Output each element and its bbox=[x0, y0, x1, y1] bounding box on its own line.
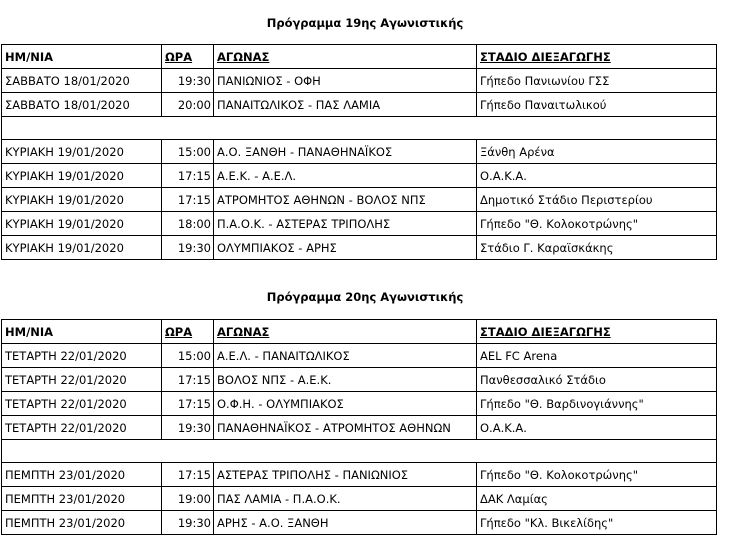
match-date: ΠΕΜΠΤΗ 23/01/2020 bbox=[2, 511, 162, 535]
match-date: ΚΥΡΙΑΚΗ 19/01/2020 bbox=[2, 236, 162, 260]
match-teams: ΑΤΡΟΜΗΤΟΣ ΑΘΗΝΩΝ - ΒΟΛΟΣ ΝΠΣ bbox=[214, 188, 477, 212]
match-venue: Ξάνθη Αρένα bbox=[477, 140, 717, 164]
header-row bbox=[2, 45, 717, 69]
match-date: ΚΥΡΙΑΚΗ 19/01/2020 bbox=[2, 188, 162, 212]
match-time: 19:00 bbox=[162, 487, 214, 511]
table-row bbox=[2, 368, 717, 392]
match-teams: ΒΟΛΟΣ ΝΠΣ - Α.Ε.Κ. bbox=[214, 368, 477, 392]
spacer-row bbox=[2, 117, 717, 140]
match-time: 15:00 bbox=[162, 344, 214, 368]
table-row bbox=[2, 93, 717, 117]
match-teams: ΑΡΗΣ - Α.Ο. ΞΑΝΘΗ bbox=[214, 511, 477, 535]
table-row bbox=[2, 140, 717, 164]
match-teams: ΠΑΝΑΘΗΝΑΪΚΟΣ - ΑΤΡΟΜΗΤΟΣ ΑΘΗΝΩΝ bbox=[214, 416, 477, 440]
match-venue: Πανθεσσαλικό Στάδιο bbox=[477, 368, 717, 392]
match-teams: ΠΑΝΑΙΤΩΛΙΚΟΣ - ΠΑΣ ΛΑΜΙΑ bbox=[214, 93, 477, 117]
match-teams: Α.Ε.Κ. - Α.Ε.Λ. bbox=[214, 164, 477, 188]
match-venue: Γήπεδο "Θ. Βαρδινογιάννης" bbox=[477, 392, 717, 416]
round19-table bbox=[1, 44, 717, 260]
match-teams: Α.Ο. ΞΑΝΘΗ - ΠΑΝΑΘΗΝΑΪΚΟΣ bbox=[214, 140, 477, 164]
match-teams: ΠΑΣ ΛΑΜΙΑ - Π.Α.Ο.Κ. bbox=[214, 487, 477, 511]
header-match: ΑΓΩΝΑΣ bbox=[214, 45, 477, 69]
match-time: 17:15 bbox=[162, 188, 214, 212]
table-row bbox=[2, 463, 717, 487]
match-time: 17:15 bbox=[162, 368, 214, 392]
match-venue: AEL FC Arena bbox=[477, 344, 717, 368]
match-teams: Ο.Φ.Η. - ΟΛΥΜΠΙΑΚΟΣ bbox=[214, 392, 477, 416]
match-date: ΚΥΡΙΑΚΗ 19/01/2020 bbox=[2, 212, 162, 236]
header-venue: ΣΤΑΔΙΟ ΔΙΕΞΑΓΩΓΗΣ bbox=[477, 320, 717, 344]
match-time: 19:30 bbox=[162, 511, 214, 535]
match-venue: Γήπεδο "Θ. Κολοκοτρώνης" bbox=[477, 212, 717, 236]
match-teams: Α.Ε.Λ. - ΠΑΝΑΙΤΩΛΙΚΟΣ bbox=[214, 344, 477, 368]
header-time: ΩΡΑ bbox=[162, 320, 214, 344]
match-date: ΣΑΒΒΑΤΟ 18/01/2020 bbox=[2, 93, 162, 117]
table-row bbox=[2, 344, 717, 368]
match-time: 15:00 bbox=[162, 140, 214, 164]
header-match: ΑΓΩΝΑΣ bbox=[214, 320, 477, 344]
match-date: ΚΥΡΙΑΚΗ 19/01/2020 bbox=[2, 164, 162, 188]
table-row bbox=[2, 511, 717, 535]
match-teams: ΟΛΥΜΠΙΑΚΟΣ - ΑΡΗΣ bbox=[214, 236, 477, 260]
match-date: ΣΑΒΒΑΤΟ 18/01/2020 bbox=[2, 69, 162, 93]
round20-table bbox=[1, 319, 717, 535]
match-venue: Γήπεδο "Θ. Κολοκοτρώνης" bbox=[477, 463, 717, 487]
match-time: 19:30 bbox=[162, 69, 214, 93]
match-teams: ΠΑΝΙΩΝΙΟΣ - ΟΦΗ bbox=[214, 69, 477, 93]
header-date: ΗΜ/ΝΙΑ bbox=[2, 320, 162, 344]
match-date: ΚΥΡΙΑΚΗ 19/01/2020 bbox=[2, 140, 162, 164]
match-teams: Π.Α.Ο.Κ. - ΑΣΤΕΡΑΣ ΤΡΙΠΟΛΗΣ bbox=[214, 212, 477, 236]
round19-title: Πρόγραμμα 19ης Αγωνιστικής bbox=[266, 16, 464, 30]
table-row bbox=[2, 487, 717, 511]
table-row bbox=[2, 416, 717, 440]
round20-title: Πρόγραμμα 20ης Αγωνιστικής bbox=[266, 290, 464, 304]
match-date: ΠΕΜΠΤΗ 23/01/2020 bbox=[2, 463, 162, 487]
match-time: 19:30 bbox=[162, 236, 214, 260]
match-venue: Γήπεδο Παναιτωλικού bbox=[477, 93, 717, 117]
header-row bbox=[2, 320, 717, 344]
header-venue: ΣΤΑΔΙΟ ΔΙΕΞΑΓΩΓΗΣ bbox=[477, 45, 717, 69]
match-time: 17:15 bbox=[162, 164, 214, 188]
match-venue: Γήπεδο "Κλ. Βικελίδης" bbox=[477, 511, 717, 535]
table-row bbox=[2, 236, 717, 260]
match-venue: Γήπεδο Πανιωνίου ΓΣΣ bbox=[477, 69, 717, 93]
match-venue: Ο.Α.Κ.Α. bbox=[477, 416, 717, 440]
match-time: 18:00 bbox=[162, 212, 214, 236]
header-time: ΩΡΑ bbox=[162, 45, 214, 69]
match-time: 17:15 bbox=[162, 463, 214, 487]
match-time: 19:30 bbox=[162, 416, 214, 440]
match-venue: Δημοτικό Στάδιο Περιστερίου bbox=[477, 188, 717, 212]
match-date: ΠΕΜΠΤΗ 23/01/2020 bbox=[2, 487, 162, 511]
header-date: ΗΜ/ΝΙΑ bbox=[2, 45, 162, 69]
match-date: ΤΕΤΑΡΤΗ 22/01/2020 bbox=[2, 416, 162, 440]
match-teams: ΑΣΤΕΡΑΣ ΤΡΙΠΟΛΗΣ - ΠΑΝΙΩΝΙΟΣ bbox=[214, 463, 477, 487]
spacer-row bbox=[2, 440, 717, 463]
match-venue: ΔΑΚ Λαμίας bbox=[477, 487, 717, 511]
table-row bbox=[2, 212, 717, 236]
match-date: ΤΕΤΑΡΤΗ 22/01/2020 bbox=[2, 368, 162, 392]
table-row bbox=[2, 164, 717, 188]
match-time: 20:00 bbox=[162, 93, 214, 117]
match-time: 17:15 bbox=[162, 392, 214, 416]
match-date: ΤΕΤΑΡΤΗ 22/01/2020 bbox=[2, 344, 162, 368]
table-row bbox=[2, 188, 717, 212]
match-venue: Ο.Α.Κ.Α. bbox=[477, 164, 717, 188]
match-date: ΤΕΤΑΡΤΗ 22/01/2020 bbox=[2, 392, 162, 416]
table-row bbox=[2, 69, 717, 93]
match-venue: Στάδιο Γ. Καραϊσκάκης bbox=[477, 236, 717, 260]
table-row bbox=[2, 392, 717, 416]
